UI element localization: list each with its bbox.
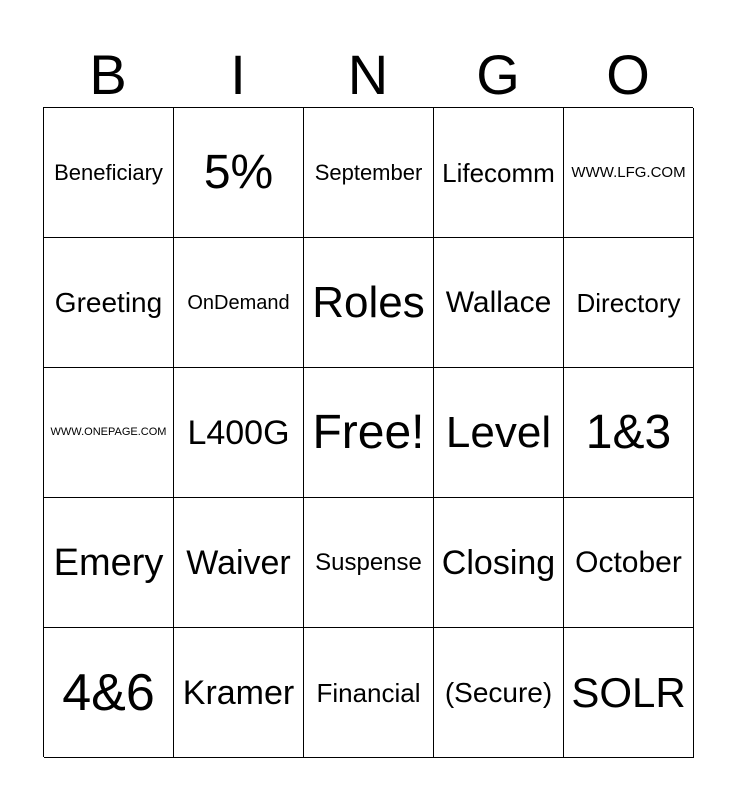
bingo-cell-r2-c4[interactable]: Wallace (434, 238, 564, 368)
bingo-board (43, 107, 693, 757)
bingo-cell-r4-c2[interactable]: Waiver (174, 498, 304, 628)
bingo-cell-r3-c3-free[interactable]: Free! (304, 368, 434, 498)
bingo-cell-r1-c5[interactable]: WWW.LFG.COM (564, 108, 694, 238)
bingo-cell-r2-c5[interactable]: Directory (564, 238, 694, 368)
header-letter-b: B (89, 43, 127, 106)
bingo-cell-r5-c3[interactable]: Financial (304, 628, 434, 758)
bingo-cell-r4-c3[interactable]: Suspense (304, 498, 434, 628)
bingo-cell-r4-c5[interactable]: October (564, 498, 694, 628)
bingo-cell-r1-c3[interactable]: September (304, 108, 434, 238)
bingo-cell-r5-c4[interactable]: (Secure) (434, 628, 564, 758)
header-letter-i: I (230, 43, 246, 106)
bingo-cell-r1-c1[interactable]: Beneficiary (44, 108, 174, 238)
bingo-cell-r4-c4[interactable]: Closing (434, 498, 564, 628)
bingo-cell-r3-c4[interactable]: Level (434, 368, 564, 498)
bingo-cell-r3-c5[interactable]: 1&3 (564, 368, 694, 498)
bingo-cell-r3-c2[interactable]: L400G (174, 368, 304, 498)
bingo-cell-r5-c1[interactable]: 4&6 (44, 628, 174, 758)
bingo-cell-r5-c2[interactable]: Kramer (174, 628, 304, 758)
header-letter-n: N (347, 43, 389, 106)
bingo-cell-r1-c4[interactable]: Lifecomm (434, 108, 564, 238)
bingo-cell-r5-c5[interactable]: SOLR (564, 628, 694, 758)
bingo-cell-r3-c1[interactable]: WWW.ONEPAGE.COM (44, 368, 174, 498)
bingo-cell-r2-c3[interactable]: Roles (304, 238, 434, 368)
bingo-cell-r2-c1[interactable]: Greeting (44, 238, 174, 368)
bingo-cell-r2-c2[interactable]: OnDemand (174, 238, 304, 368)
bingo-header (43, 42, 693, 108)
header-letter-o: O (606, 43, 650, 106)
bingo-cell-r1-c2[interactable]: 5% (174, 108, 304, 238)
header-letter-g: G (476, 43, 520, 106)
bingo-cell-r4-c1[interactable]: Emery (44, 498, 174, 628)
